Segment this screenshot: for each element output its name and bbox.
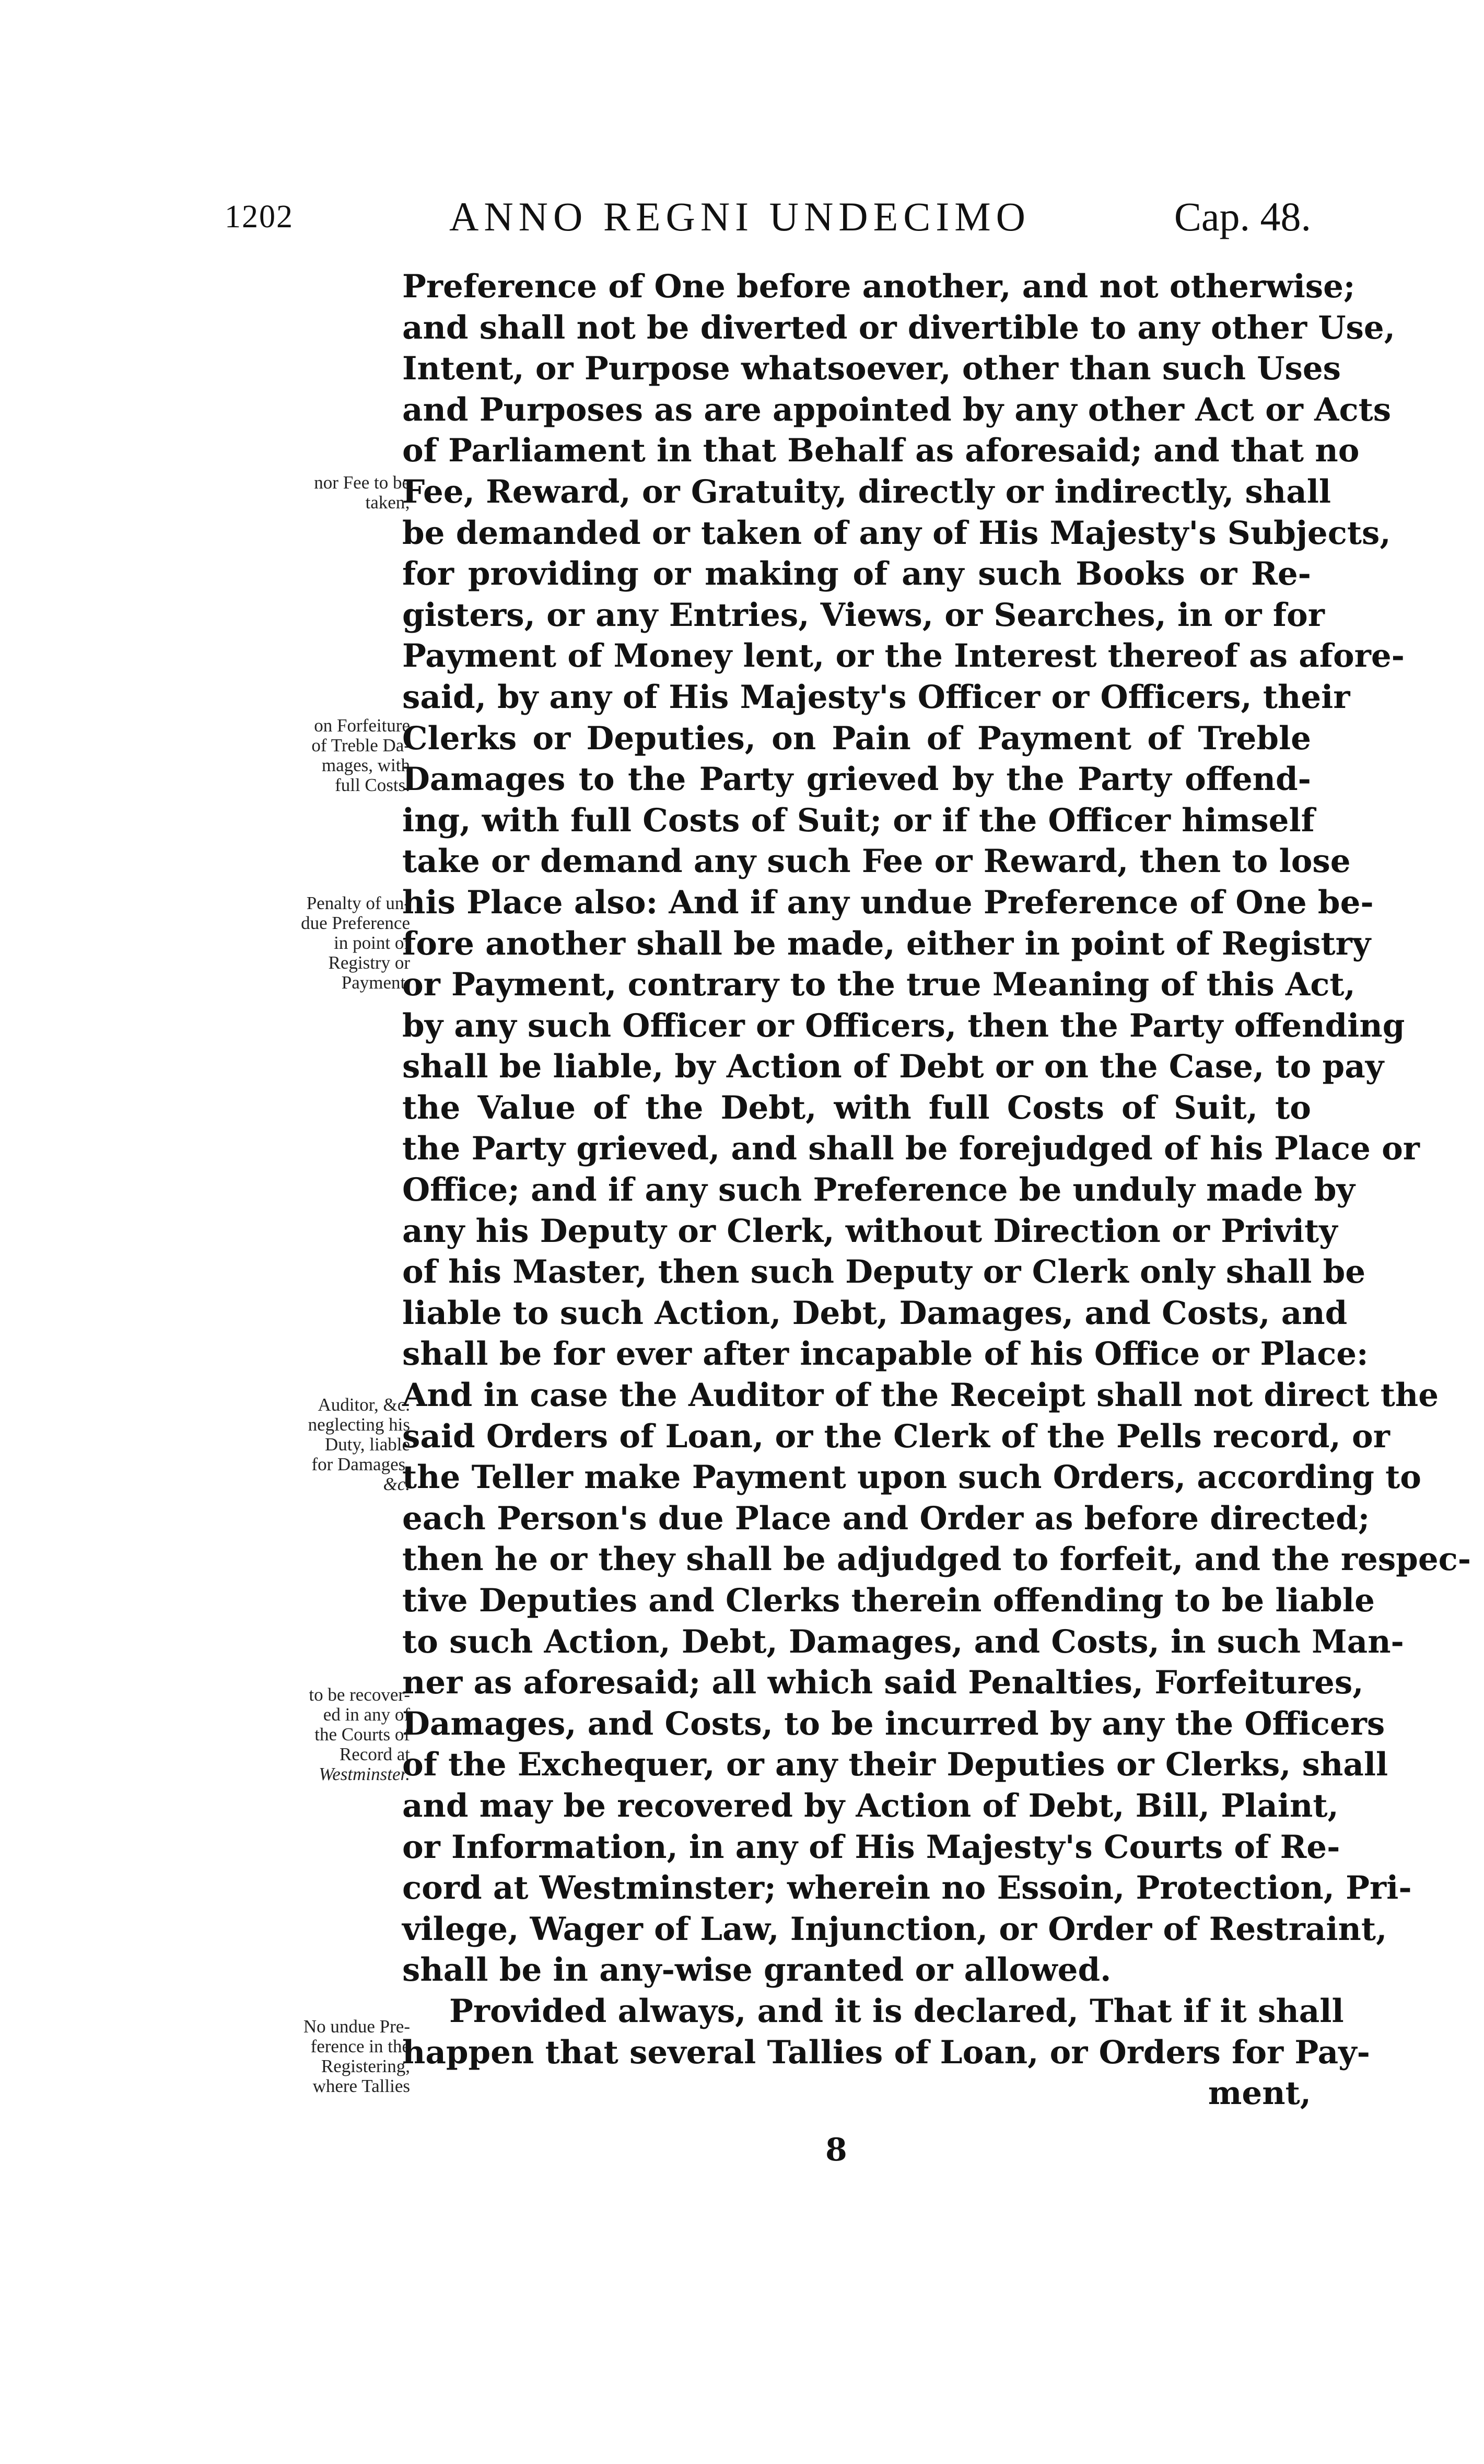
text-line: fore another shall be made, either in point of Registry: [402, 925, 1371, 962]
text-line: his Place also: And if any undue Preference of One be-: [402, 884, 1374, 921]
text-line: Provided always, and it is declared, That if it shall: [449, 1992, 1344, 2030]
text-line: and may be recovered by Action of Debt, Bill, Plaint,: [402, 1787, 1339, 1824]
text-line: or Payment, contrary to the true Meaning of this Act,: [402, 966, 1356, 1004]
text-line: to such Action, Debt, Damages, and Costs, in such Man-: [402, 1623, 1404, 1660]
text-line: vilege, Wager of Law, Injunction, or Order of Restraint,: [402, 1910, 1387, 1948]
text-line: of Parliament in that Behalf as aforesaid; and that no: [402, 432, 1360, 470]
text-line: ner as aforesaid; all which said Penalties, Forfeitures,: [402, 1664, 1364, 1702]
text-line: for providing or making of any such Books or Re-: [402, 555, 1311, 593]
text-line: be demanded or taken of any of His Majesty's Subjects,: [402, 514, 1391, 552]
text-line: said, by any of His Majesty's Officer or Officers, their: [402, 678, 1350, 716]
signature-mark: 8: [825, 2132, 847, 2168]
text-line: of the Exchequer, or any their Deputies or Clerks, shall: [402, 1746, 1388, 1784]
body-text: [402, 266, 1471, 2114]
text-line: cord at Westminster; wherein no Essoin, Protection, Pri-: [402, 1869, 1412, 1907]
text-line: any his Deputy or Clerk, without Direction or Privity: [402, 1212, 1338, 1250]
text-line: shall be for ever after incapable of his Office or Place:: [402, 1335, 1369, 1373]
text-line: shall be liable, by Action of Debt or on the Case, to pay: [402, 1048, 1384, 1086]
text-line: the Party grieved, and shall be forejudged of his Place or: [402, 1130, 1420, 1168]
text-line: then he or they shall be adjudged to forfeit, and the respec-: [402, 1541, 1471, 1578]
text-line: and shall not be diverted or divertible to any other Use,: [402, 309, 1395, 346]
text-line: happen that several Tallies of Loan, or Orders for Pay-: [402, 2033, 1370, 2071]
text-line: by any such Officer or Officers, then the Party offending: [402, 1007, 1405, 1044]
text-line: And in case the Auditor of the Receipt shall not direct the: [402, 1377, 1439, 1414]
margin-note: nor Fee to be taken;: [314, 472, 410, 513]
margin-note: Penalty of un- due Preference in point of Registry or Payment.: [301, 893, 410, 993]
text-line: said Orders of Loan, or the Clerk of the Pells record, or: [402, 1417, 1390, 1455]
text-line: the Value of the Debt, with full Costs of Suit, to: [402, 1089, 1311, 1126]
text-line: ing, with full Costs of Suit; or if the Officer himself: [402, 801, 1315, 839]
text-line: each Person's due Place and Order as before directed;: [402, 1500, 1370, 1537]
text-line: take or demand any such Fee or Reward, then to lose: [402, 843, 1351, 880]
page-header: [225, 193, 1311, 251]
margin-note: Auditor, &c. neglecting his Duty, liable for Damages, &c.: [308, 1394, 410, 1494]
text-line: Intent, or Purpose whatsoever, other than such Uses: [402, 350, 1341, 388]
margin-note: on Forfeiture of Treble Da- mages, with full Costs.: [311, 715, 410, 795]
text-line: Office; and if any such Preference be unduly made by: [402, 1171, 1355, 1209]
text-line: Fee, Reward, or Gratuity, directly or indirectly, shall: [402, 473, 1331, 510]
margin-note: No undue Pre- ference in the Registering, where Tallies: [303, 2016, 410, 2096]
margin-note: to be recover- ed in any of the Courts of Record at Westminster.: [309, 1684, 410, 1784]
text-line: Damages, and Costs, to be incurred by any the Officers: [402, 1705, 1385, 1742]
text-line: Clerks or Deputies, on Pain of Payment of Treble: [402, 719, 1311, 757]
running-title: ANNO REGNI UNDECIMO: [449, 194, 1031, 239]
text-line: or Information, in any of His Majesty's Courts of Re-: [402, 1828, 1340, 1866]
text-line: shall be in any-wise granted or allowed.: [402, 1951, 1112, 1989]
text-line: gisters, or any Entries, Views, or Searches, in or for: [402, 596, 1325, 634]
chapter-number: Cap. 48.: [1174, 194, 1311, 239]
text-line: and Purposes as are appointed by any other Act or Acts: [402, 391, 1392, 428]
text-line: tive Deputies and Clerks therein offending to be liable: [402, 1582, 1375, 1619]
text-line: of his Master, then such Deputy or Clerk only shall be: [402, 1253, 1366, 1291]
page-number: 1202: [225, 199, 294, 235]
text-line: Damages to the Party grieved by the Party offend-: [402, 761, 1311, 798]
text-line: the Teller make Payment upon such Orders, according to: [402, 1459, 1421, 1496]
text-line: Payment of Money lent, or the Interest thereof as afore-: [402, 637, 1405, 675]
text-line: ment,: [1208, 2075, 1311, 2112]
text-line: Preference of One before another, and not otherwise;: [402, 268, 1356, 305]
text-line: liable to such Action, Debt, Damages, and Costs, and: [402, 1294, 1348, 1332]
